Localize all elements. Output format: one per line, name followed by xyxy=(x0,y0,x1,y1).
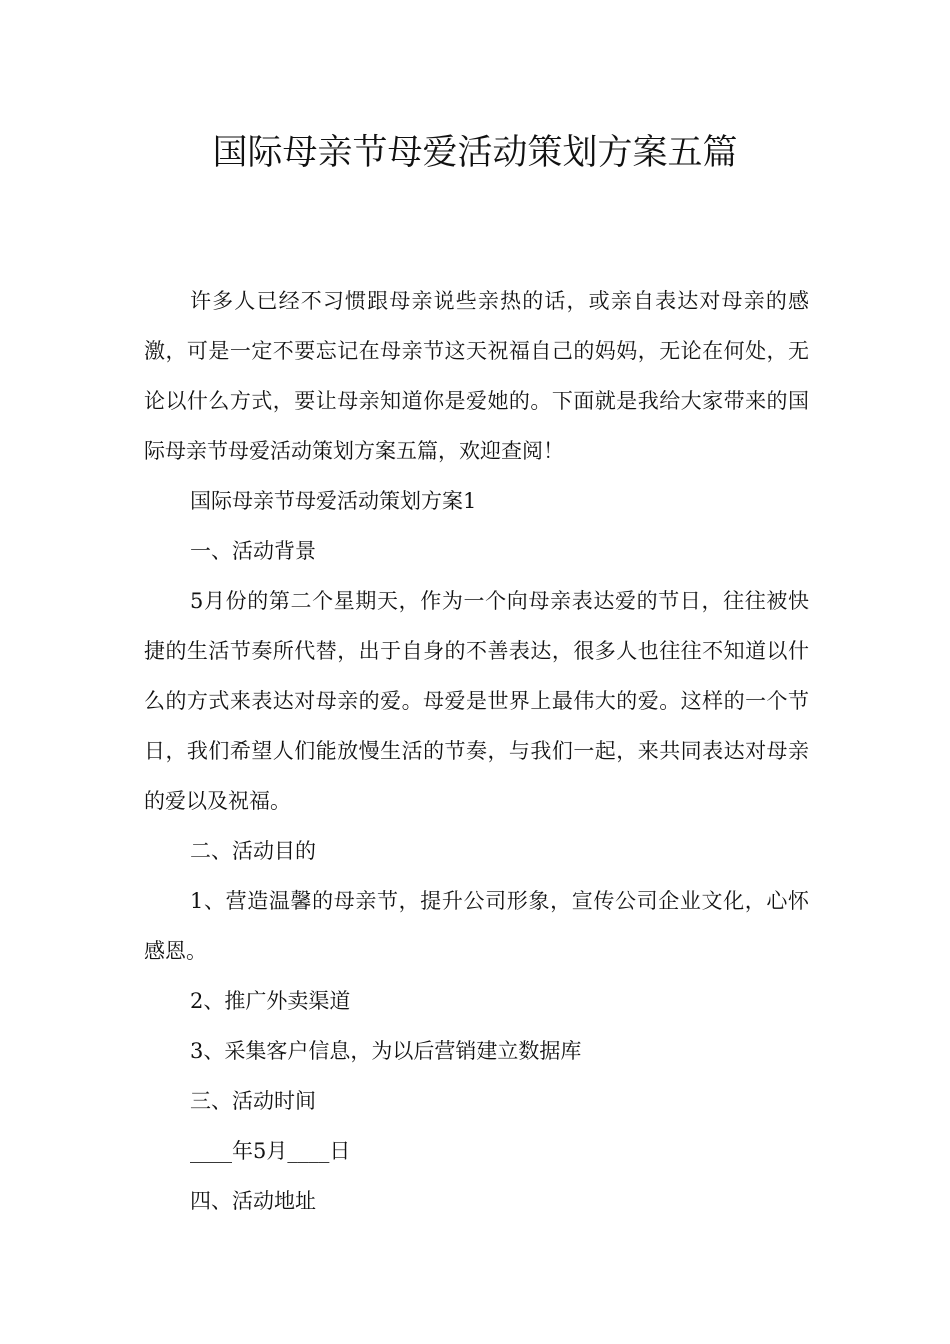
activity-date-blank: ____年5月____日 xyxy=(190,1139,351,1163)
purpose-item-3: 3、采集客户信息，为以后营销建立数据库 xyxy=(190,1039,582,1063)
purpose-item-2: 2、推广外卖渠道 xyxy=(190,989,351,1013)
purpose-item-1: 1、营造温馨的母亲节，提升公司形象，宣传公司企业文化，心怀感恩。 xyxy=(144,889,809,963)
section-plan-heading: 国际母亲节母爱活动策划方案1 xyxy=(190,489,477,513)
heading-activity-time: 三、活动时间 xyxy=(190,1089,316,1113)
background-paragraph: 5月份的第二个星期天，作为一个向母亲表达爱的节日，往往被快捷的生活节奏所代替，出于自身的不善表达，很多人也往往不知道以什么的方式来表达对母亲的爱。母爱是世界上最伟大的爱。这样的一个节日，我们希望人们能放慢生活的节奏，与我们一起，来共同表达对母亲的爱以及祝福。 xyxy=(144,589,809,813)
document-title: 国际母亲节母爱活动策划方案五篇 xyxy=(212,133,738,173)
intro-paragraph: 许多人已经不习惯跟母亲说些亲热的话，或亲自表达对母亲的感激，可是一定不要忘记在母亲节这天祝福自己的妈妈，无论在何处，无论以什么方式，要让母亲知道你是爱她的。下面就是我给大家带来的国际母亲节母爱活动策划方案五篇，欢迎查阅！ xyxy=(144,289,809,463)
heading-activity-background: 一、活动背景 xyxy=(190,539,316,563)
document-body xyxy=(144,276,809,1226)
heading-activity-address: 四、活动地址 xyxy=(190,1189,316,1213)
heading-activity-purpose: 二、活动目的 xyxy=(190,839,316,863)
